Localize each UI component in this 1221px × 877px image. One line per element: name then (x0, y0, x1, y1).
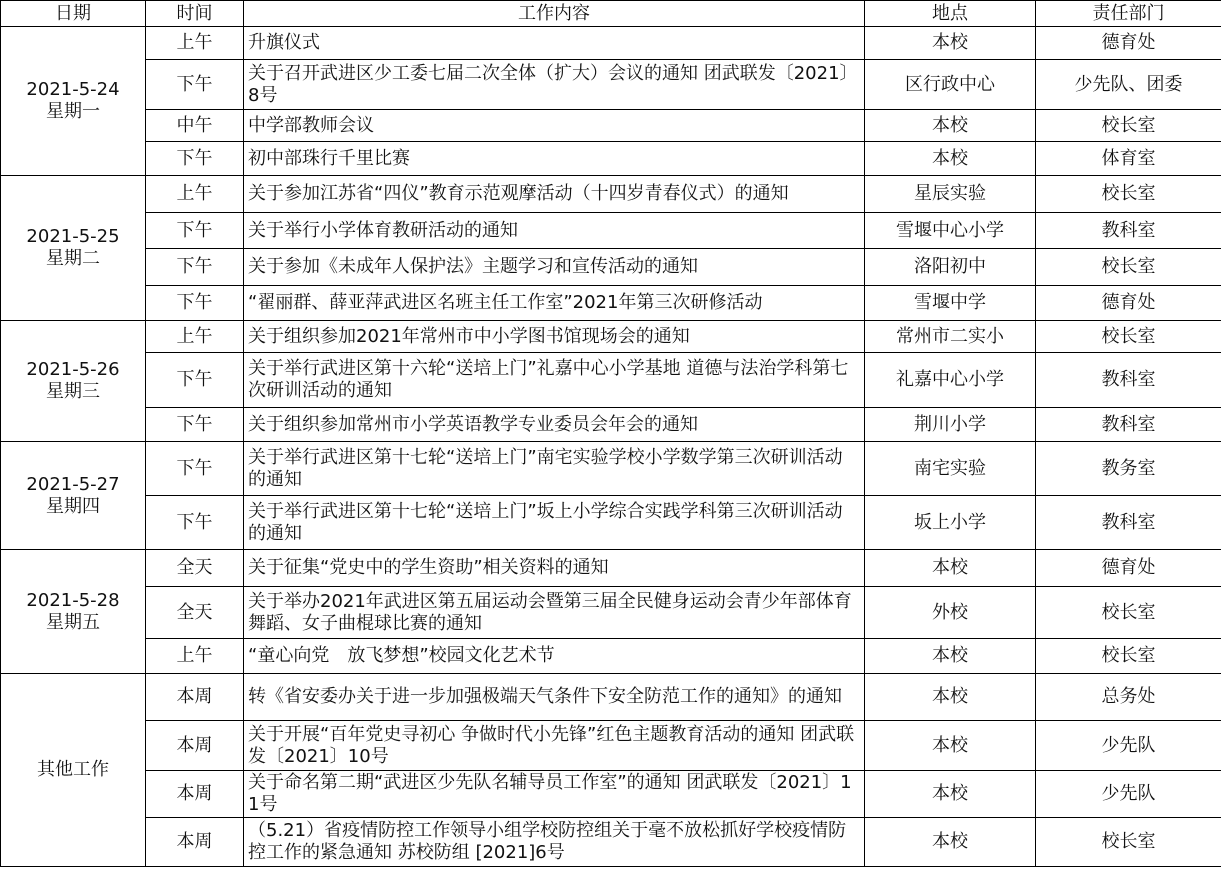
content-cell: 关于召开武进区少工委七届二次全体（扩大）会议的通知 团武联发〔2021〕8号 (244, 60, 865, 110)
table-row (1, 818, 1221, 867)
header-dept: 责任部门 (1036, 1, 1221, 27)
table-row (1, 674, 1221, 721)
place-cell: 雪堰中学 (865, 286, 1036, 321)
schedule-body (1, 27, 1221, 867)
place-cell: 外校 (865, 587, 1036, 639)
content-cell: 关于举办2021年武进区第五届运动会暨第三届全民健身运动会青少年部体育舞蹈、女子曲棍球比赛的通知 (244, 587, 865, 639)
content-cell: “翟丽群、薛亚萍武进区名班主任工作室”2021年第三次研修活动 (244, 286, 865, 321)
table-row (1, 321, 1221, 353)
content-cell: 关于组织参加2021年常州市中小学图书馆现场会的通知 (244, 321, 865, 353)
dept-cell: 教科室 (1036, 213, 1221, 249)
content-cell: 转《省安委办关于进一步加强极端天气条件下安全防范工作的通知》的通知 (244, 674, 865, 721)
date-text: 2021-5-28 (26, 589, 120, 611)
content-cell: “童心向党 放飞梦想”校园文化艺术节 (244, 639, 865, 674)
header-date: 日期 (1, 1, 146, 27)
date-text: 2021-5-25 (26, 226, 120, 247)
date-cell (1, 321, 146, 442)
table-row (1, 721, 1221, 771)
time-cell: 上午 (146, 27, 244, 60)
dept-cell: 体育室 (1036, 142, 1221, 176)
date-cell (1, 674, 146, 867)
place-cell: 坂上小学 (865, 496, 1036, 550)
table-row (1, 550, 1221, 587)
place-cell: 本校 (865, 110, 1036, 142)
place-cell: 常州市二实小 (865, 321, 1036, 353)
dept-cell: 教科室 (1036, 353, 1221, 408)
header-place: 地点 (865, 1, 1036, 27)
place-cell: 本校 (865, 674, 1036, 721)
time-cell: 下午 (146, 213, 244, 249)
dept-cell: 少先队 (1036, 721, 1221, 771)
dept-cell: 校长室 (1036, 110, 1221, 142)
date-cell (1, 27, 146, 176)
place-cell: 本校 (865, 771, 1036, 818)
content-cell: （5.21）省疫情防控工作领导小组学校防控组关于毫不放松抓好学校疫情防控工作的紧急通知 苏校防组 [2021]6号 (244, 818, 865, 867)
content-cell: 关于命名第二期“武进区少先队名辅导员工作室”的通知 团武联发〔2021〕11号 (244, 771, 865, 818)
dept-cell: 教科室 (1036, 496, 1221, 550)
table-row (1, 496, 1221, 550)
time-cell: 下午 (146, 408, 244, 442)
weekday-text: 星期三 (46, 381, 100, 402)
date-cell (1, 550, 146, 674)
dept-cell: 教务室 (1036, 442, 1221, 496)
date-cell (1, 176, 146, 321)
content-cell: 关于参加江苏省“四仪”教育示范观摩活动（十四岁青春仪式）的通知 (244, 176, 865, 213)
dept-cell: 德育处 (1036, 27, 1221, 60)
content-cell: 关于举行武进区第十七轮“送培上门”南宅实验学校小学数学第三次研训活动的通知 (244, 442, 865, 496)
place-cell: 星辰实验 (865, 176, 1036, 213)
date-text: 其他工作 (37, 759, 109, 780)
place-cell: 本校 (865, 550, 1036, 587)
place-cell: 区行政中心 (865, 60, 1036, 110)
dept-cell: 校长室 (1036, 321, 1221, 353)
table-row (1, 408, 1221, 442)
table-row (1, 442, 1221, 496)
table-row (1, 353, 1221, 408)
place-cell: 本校 (865, 721, 1036, 771)
content-cell: 中学部教师会议 (244, 110, 865, 142)
content-cell: 关于举行武进区第十七轮“送培上门”坂上小学综合实践学科第三次研训活动的通知 (244, 496, 865, 550)
place-cell: 本校 (865, 27, 1036, 60)
header-row (1, 1, 1221, 27)
time-cell: 中午 (146, 110, 244, 142)
time-cell: 下午 (146, 353, 244, 408)
table-row (1, 213, 1221, 249)
time-cell: 本周 (146, 674, 244, 721)
table-row (1, 587, 1221, 639)
place-cell: 荆川小学 (865, 408, 1036, 442)
place-cell: 礼嘉中心小学 (865, 353, 1036, 408)
place-cell: 本校 (865, 818, 1036, 867)
dept-cell: 教科室 (1036, 408, 1221, 442)
place-cell: 南宅实验 (865, 442, 1036, 496)
content-cell: 关于举行武进区第十六轮“送培上门”礼嘉中心小学基地 道德与法治学科第七次研训活动的通知 (244, 353, 865, 408)
time-cell: 下午 (146, 60, 244, 110)
table-row (1, 249, 1221, 286)
time-cell: 本周 (146, 771, 244, 818)
time-cell: 下午 (146, 496, 244, 550)
dept-cell: 德育处 (1036, 286, 1221, 321)
content-cell: 关于开展“百年党史寻初心 争做时代小先锋”红色主题教育活动的通知 团武联发〔2021〕10号 (244, 721, 865, 771)
content-cell: 关于举行小学体育教研活动的通知 (244, 213, 865, 249)
time-cell: 上午 (146, 176, 244, 213)
content-cell: 关于征集“党史中的学生资助”相关资料的通知 (244, 550, 865, 587)
table-row (1, 639, 1221, 674)
dept-cell: 校长室 (1036, 249, 1221, 286)
weekday-text: 星期一 (46, 101, 100, 122)
date-text: 2021-5-26 (26, 359, 120, 380)
time-cell: 下午 (146, 142, 244, 176)
time-cell: 上午 (146, 639, 244, 674)
date-text: 2021-5-27 (26, 473, 120, 495)
time-cell: 本周 (146, 721, 244, 771)
table-row (1, 110, 1221, 142)
dept-cell: 德育处 (1036, 550, 1221, 587)
table-row (1, 771, 1221, 818)
content-cell: 升旗仪式 (244, 27, 865, 60)
time-cell: 上午 (146, 321, 244, 353)
table-row (1, 176, 1221, 213)
table-row (1, 286, 1221, 321)
content-cell: 初中部珠行千里比赛 (244, 142, 865, 176)
dept-cell: 校长室 (1036, 587, 1221, 639)
place-cell: 本校 (865, 639, 1036, 674)
time-cell: 全天 (146, 587, 244, 639)
weekday-text: 星期四 (46, 495, 100, 517)
place-cell: 本校 (865, 142, 1036, 176)
dept-cell: 总务处 (1036, 674, 1221, 721)
dept-cell: 少先队、团委 (1036, 60, 1221, 110)
header-content: 工作内容 (244, 1, 865, 27)
place-cell: 雪堰中心小学 (865, 213, 1036, 249)
content-cell: 关于参加《未成年人保护法》主题学习和宣传活动的通知 (244, 249, 865, 286)
time-cell: 下午 (146, 249, 244, 286)
weekday-text: 星期五 (46, 611, 100, 633)
time-cell: 全天 (146, 550, 244, 587)
dept-cell: 校长室 (1036, 818, 1221, 867)
dept-cell: 少先队 (1036, 771, 1221, 818)
date-text: 2021-5-24 (26, 79, 120, 100)
dept-cell: 校长室 (1036, 639, 1221, 674)
date-cell (1, 442, 146, 550)
time-cell: 下午 (146, 286, 244, 321)
header-time: 时间 (146, 1, 244, 27)
dept-cell: 校长室 (1036, 176, 1221, 213)
time-cell: 本周 (146, 818, 244, 867)
weekday-text: 星期二 (46, 248, 100, 269)
table-row (1, 142, 1221, 176)
content-cell: 关于组织参加常州市小学英语教学专业委员会年会的通知 (244, 408, 865, 442)
table-row (1, 27, 1221, 60)
place-cell: 洛阳初中 (865, 249, 1036, 286)
time-cell: 下午 (146, 442, 244, 496)
table-row (1, 60, 1221, 110)
